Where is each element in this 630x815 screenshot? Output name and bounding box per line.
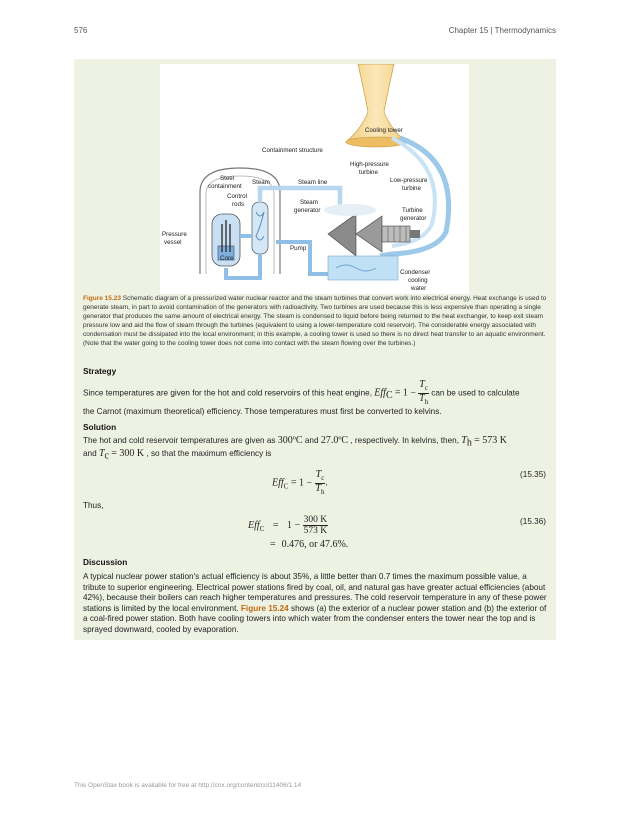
reactor-diagram: [160, 64, 469, 294]
page-number: 576: [74, 26, 88, 35]
equation-15-35: Eff$_C$ = 1 − $\frac{T_c}{T_h}$ .: [272, 469, 328, 496]
svg-text:containment: containment: [208, 183, 242, 190]
label-steel-containment: Steel: [220, 175, 235, 182]
label-core: Core: [220, 255, 234, 262]
figure-15-24-link[interactable]: Figure 15.24: [240, 603, 289, 613]
svg-text:generator: generator: [400, 215, 427, 222]
label-containment-structure: Containment structure: [262, 147, 323, 154]
label-pressure-vessel: Pressure: [162, 231, 187, 238]
steam-generator-shape: [252, 202, 268, 254]
svg-text:water: water: [411, 285, 427, 292]
solution-paragraph: The hot and cold reservoir temperatures are given as 300ºC and 27.0ºC , respectively. In kelvins, then, $T_h = 573$ K and $T_c = 300$ K , so that the maximum efficiency is: [83, 435, 507, 462]
discussion-heading: Discussion: [83, 557, 128, 567]
footer-text: This OpenStax book is available for free at http://cnx.org/content/col11406/1.14: [74, 782, 302, 789]
label-turbine-generator: Turbine: [402, 207, 423, 214]
strategy-heading: Strategy: [83, 366, 117, 376]
svg-text:generator: generator: [294, 207, 321, 214]
strategy-paragraph: Since temperatures are given for the hot and cold reservoirs of this heat engine, Eff$_C$ = 1 − $\frac{T_c}{T_h}$ can be used to calculate the Carnot (maximum theoretical) efficiency. Those temperatures must first be converted to kelvins.: [83, 379, 520, 416]
label-steam: Steam: [252, 179, 270, 186]
equation-15-36: Eff$_C$ = 1 − $\frac{300 K}{573 K}$: [248, 515, 328, 536]
svg-text:vessel: vessel: [164, 239, 182, 246]
label-control-rods: Control: [227, 193, 247, 200]
label-condenser: Condenser: [400, 269, 431, 276]
svg-text:rods: rods: [232, 201, 245, 208]
figure-caption: Figure 15.23 Schematic diagram of a pressurized water nuclear reactor and the steam turbines that convert work into electrical energy. Heat exchange is used to generate steam, in part to avoid contamination of the generators with radioactivity. Two turbines are used because this is less expensive than operating a single generator that produces the same amount of electrical energy. The steam is condensed to liquid before being returned to the heat exchanger, to keep exit steam pressure low and aid the flow of steam through the turbines (equivalent to using a lower-temperature cold reservoir). The considerable energy associated with condensation must be dissipated into the local environment; in this example, a cooling tower is used so there is no direct heat transfer to an aquatic environment. (Note that the water going to the cooling tower does not come into contact with the steam flowing over the turbines.): [83, 295, 547, 347]
label-low-pressure-turbine: Low-pressure: [390, 177, 428, 184]
label-pump: Pump: [290, 245, 307, 252]
svg-text:cooling: cooling: [408, 277, 428, 284]
discussion-paragraph: A typical nuclear power station's actual efficiency is about 35%, a little better than 0.7 times the maximum possible value, a tribute to superior engineering. Electrical power stations fired by coal, oil, and natural gas have greater actual efficiencies (about 42%), because their boilers can reach higher temperatures and pressures. The cold reservoir temperature in any of these power stations is limited by the local environment. Figure 15.24 shows (a) the exterior of a nuclear power station and (b) the exterior of a coal-fired power station. Both have cooling towers into which water from the condenser enters the tower near the top and is sprayed downward, cooled by evaporation.: [83, 572, 547, 634]
label-steam-generator: Steam: [300, 199, 318, 206]
label-high-pressure-turbine: High-pressure: [350, 161, 389, 168]
solution-heading: Solution: [83, 422, 117, 432]
figure-label: Figure 15.23: [83, 295, 121, 302]
equation-15-36-result: = 0.476, or 47.6%.: [270, 539, 349, 550]
chapter-title: Chapter 15 | Thermodynamics: [448, 26, 556, 35]
thus-text: Thus,: [83, 501, 104, 510]
svg-text:turbine: turbine: [359, 169, 378, 176]
equation-number-15-35: (15.35): [520, 470, 546, 479]
svg-text:turbine: turbine: [402, 185, 421, 192]
label-cooling-tower: Cooling tower: [365, 127, 403, 134]
condenser-shape: [328, 256, 398, 280]
label-steam-line: Steam line: [298, 179, 328, 186]
equation-number-15-36: (15.36): [520, 517, 546, 526]
